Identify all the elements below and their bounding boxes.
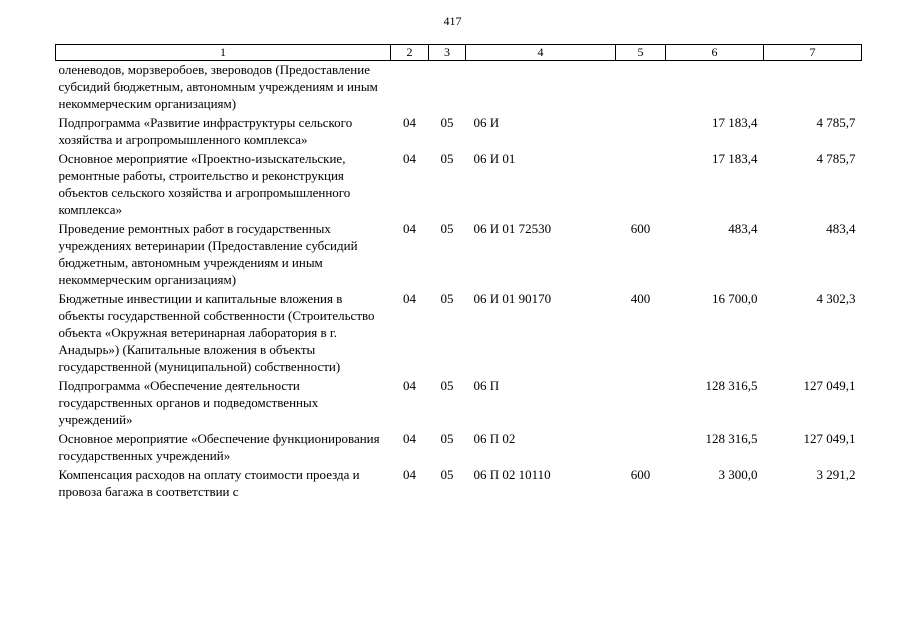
budget-table: [55, 44, 862, 502]
page-number: 417: [443, 14, 462, 28]
row-target-code: 06 П: [473, 378, 500, 393]
row-amount-2: 4 302,3: [816, 291, 856, 306]
table-row: [56, 114, 862, 150]
table-row: [56, 61, 862, 115]
table-row: [56, 150, 862, 220]
row-amount-2: 127 049,1: [803, 431, 856, 446]
row-amount-1: 17 183,4: [712, 115, 758, 130]
row-name: Бюджетные инвестиции и капитальные вложения в объекты государственной собственности (Строительство объекта «Окружная ветеринарная лаборатория в г. Анадырь») (Капитальные вложения в объекты государственной (муниципальной) собственности): [58, 291, 375, 374]
table-row: [56, 430, 862, 466]
row-subsection: 05: [440, 221, 454, 236]
row-subsection: 05: [440, 431, 454, 446]
row-target-code: 06 И: [473, 115, 500, 130]
row-amount-2: 3 291,2: [816, 467, 856, 482]
row-amount-2: 4 785,7: [816, 115, 856, 130]
row-target-code: 06 П 02 10110: [473, 467, 551, 482]
row-amount-1: [666, 61, 764, 115]
column-header-7: 7: [764, 45, 862, 61]
row-amount-1: 3 300,0: [718, 467, 758, 482]
row-section: 04: [403, 221, 416, 236]
row-name: Проведение ремонтных работ в государственных учреждениях ветеринарии (Предоставление субсидий бюджетным, автономным учреждениям и иным некоммерческим организациям): [58, 221, 358, 287]
row-amount-1: 128 316,5: [705, 378, 758, 393]
row-name: Подпрограмма «Развитие инфраструктуры сельского хозяйства и агропромышленного комплекса»: [58, 115, 353, 147]
row-subsection: 05: [440, 291, 454, 306]
row-amount-2: 127 049,1: [803, 378, 856, 393]
table-row: [56, 290, 862, 377]
row-expense-type: [616, 150, 666, 220]
table-header-row: [56, 45, 862, 61]
column-header-6: 6: [666, 45, 764, 61]
row-section: [391, 61, 429, 115]
row-target-code: 06 И 01 90170: [473, 291, 552, 306]
row-section: 04: [403, 151, 416, 166]
row-name: Компенсация расходов на оплату стоимости проезда и провоза багажа в соответствии с: [58, 467, 360, 499]
row-expense-type: [616, 114, 666, 150]
row-amount-1: 17 183,4: [712, 151, 758, 166]
row-name: оленеводов, морзверобоев, звероводов (Предоставление субсидий бюджетным, автономным учреждениям и иным некоммерческим организациям): [58, 62, 378, 111]
row-subsection: 05: [440, 151, 454, 166]
row-amount-1: 483,4: [728, 221, 758, 236]
column-header-2: 2: [391, 45, 429, 61]
row-expense-type: [616, 430, 666, 466]
row-name: Основное мероприятие «Обеспечение функционирования государственных учреждений»: [58, 431, 380, 463]
row-expense-type: [616, 61, 666, 115]
column-header-3: 3: [429, 45, 466, 61]
row-target-code: 06 И 01 72530: [473, 221, 552, 236]
row-section: 04: [403, 115, 416, 130]
row-expense-type: 400: [630, 291, 651, 306]
table-row: [56, 220, 862, 290]
row-subsection: [429, 61, 466, 115]
row-subsection: 05: [440, 378, 454, 393]
row-expense-type: 600: [630, 467, 651, 482]
row-amount-2: 4 785,7: [816, 151, 856, 166]
row-subsection: 05: [440, 467, 454, 482]
column-header-5: 5: [616, 45, 666, 61]
row-section: 04: [403, 431, 416, 446]
row-target-code: [466, 61, 616, 115]
row-amount-1: 128 316,5: [705, 431, 758, 446]
column-header-1: 1: [56, 45, 391, 61]
row-target-code: 06 П 02: [473, 431, 516, 446]
row-target-code: 06 И 01: [473, 151, 516, 166]
row-name: Основное мероприятие «Проектно-изыскательские, ремонтные работы, строительство и реконструкция объектов сельского хозяйства и агропромышленного комплекса»: [58, 151, 351, 217]
row-expense-type: 600: [630, 221, 651, 236]
row-amount-2: 483,4: [826, 221, 856, 236]
row-section: 04: [403, 291, 416, 306]
row-expense-type: [616, 377, 666, 430]
table-row: [56, 377, 862, 430]
column-header-4: 4: [466, 45, 616, 61]
row-name: Подпрограмма «Обеспечение деятельности государственных органов и подведомственных учреждений»: [58, 378, 319, 427]
row-amount-2: [764, 61, 862, 115]
row-section: 04: [403, 467, 416, 482]
row-subsection: 05: [440, 115, 454, 130]
table-row: [56, 466, 862, 502]
row-amount-1: 16 700,0: [712, 291, 758, 306]
row-section: 04: [403, 378, 416, 393]
